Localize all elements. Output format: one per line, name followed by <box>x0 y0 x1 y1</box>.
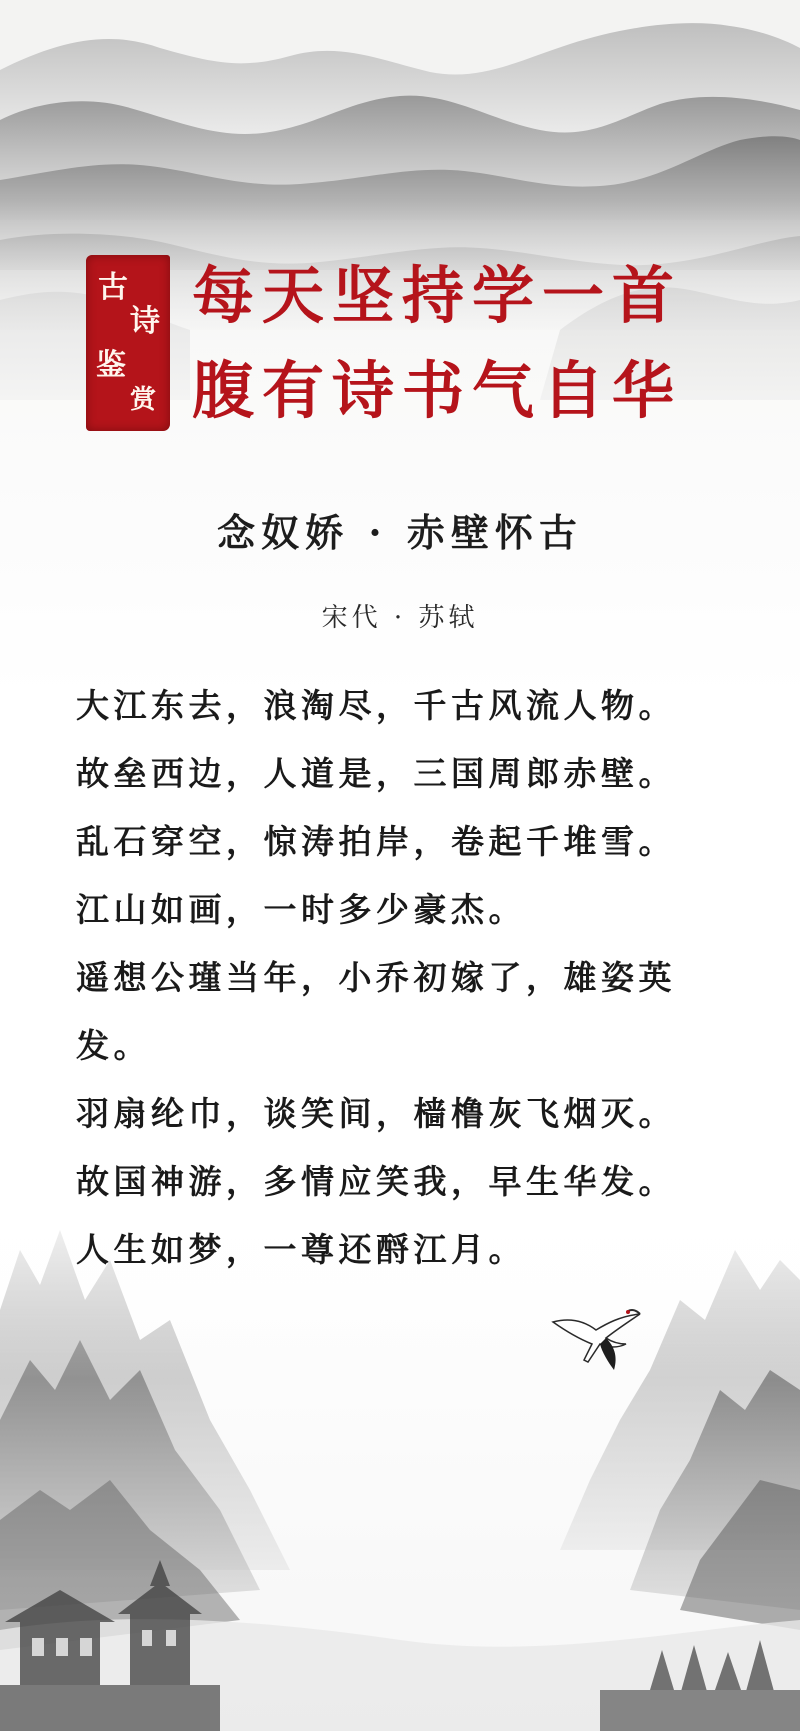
poem-author: 宋代 · 苏轼 <box>321 603 479 633</box>
poem-line: 故国神游，多情应笑我，早生华发。 <box>76 1162 676 1201</box>
poem-line: 乱石穿空，惊涛拍岸，卷起千堆雪。 <box>76 822 676 861</box>
seal-char: 赏 <box>130 385 157 415</box>
seal-char: 诗 <box>130 304 160 339</box>
poem-line: 人生如梦，一尊还酹江月。 <box>76 1230 526 1269</box>
poem-title: 念奴娇 · 赤壁怀古 <box>217 510 583 555</box>
poem-line: 大江东去，浪淘尽，千古风流人物。 <box>76 686 676 725</box>
seal-stamp <box>86 255 170 431</box>
poem-line: 江山如画，一时多少豪杰。 <box>76 890 526 929</box>
crane-icon <box>548 1300 648 1380</box>
poem-body <box>76 672 746 1284</box>
poem-line: 发。 <box>76 1026 151 1065</box>
seal-char: 鉴 <box>96 348 126 383</box>
poem-line: 遥想公瑾当年，小乔初嫁了，雄姿英 <box>76 958 676 997</box>
slogan-line-1: 每天坚持学一首 <box>192 259 683 332</box>
poem-line: 羽扇纶巾，谈笑间，樯橹灰飞烟灭。 <box>76 1094 676 1133</box>
slogan-line-2: 腹有诗书气自华 <box>192 354 683 427</box>
seal-char: 古 <box>98 270 128 305</box>
poem-line: 故垒西边，人道是，三国周郎赤壁。 <box>76 754 676 793</box>
